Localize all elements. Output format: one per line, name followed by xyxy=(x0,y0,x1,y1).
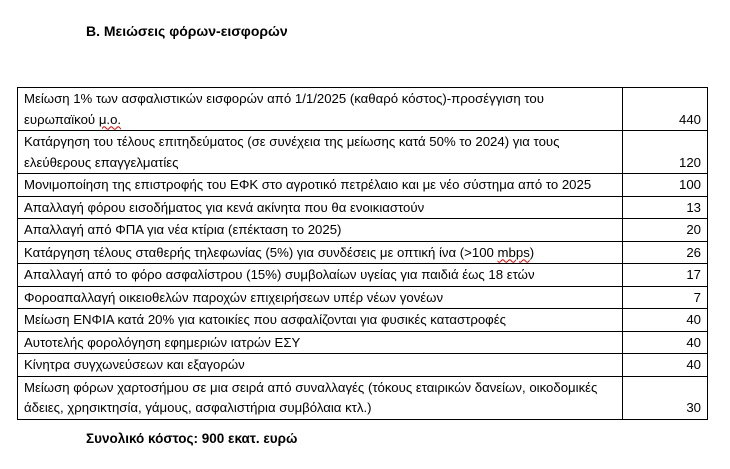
section-heading: Β. Μειώσεις φόρων-εισφορών xyxy=(86,23,288,39)
measure-text-end: ) xyxy=(529,244,535,260)
measure-description xyxy=(18,286,623,309)
measure-cost: 13 xyxy=(623,196,708,219)
measure-description xyxy=(18,174,623,197)
measure-cost: 120 xyxy=(623,131,708,174)
table-row xyxy=(18,309,708,332)
measure-text: Φοροαπαλλαγή οικειοθελών παροχών επιχειρήσεων υπέρ νέων γονέων xyxy=(24,289,444,305)
table-row xyxy=(18,219,708,242)
measure-cost: 40 xyxy=(623,309,708,332)
measure-description xyxy=(18,88,623,131)
measure-description xyxy=(18,331,623,354)
measure-text: Απαλλαγή φόρου εισοδήματος για κενά ακίνητα που θα ενοικιαστούν xyxy=(24,199,425,215)
measure-description xyxy=(18,354,623,377)
measure-description xyxy=(18,309,623,332)
total-cost: Συνολικό κόστος: 900 εκατ. ευρώ xyxy=(86,431,298,446)
spellcheck-flagged-word: μ.ο. xyxy=(98,111,122,127)
measure-cost: 100 xyxy=(623,174,708,197)
table-row xyxy=(18,376,708,419)
measure-cost: 30 xyxy=(623,376,708,419)
table-row xyxy=(18,331,708,354)
measure-text: Απαλλαγή από ΦΠΑ για νέα κτίρια (επέκταση το 2025) xyxy=(24,222,342,237)
measure-text: Μείωση 1% των ασφαλιστικών εισφορών από 1/1/2025 (καθαρό κόστος)-προσέγγιση του ευρωπαϊκού xyxy=(24,91,544,127)
measure-text: Απαλλαγή από το φόρο ασφαλίστρου (15%) συμβολαίων υγείας για παιδιά έως 18 ετών xyxy=(24,267,535,282)
table-row xyxy=(18,264,708,287)
measure-cost: 40 xyxy=(623,331,708,354)
measure-cost: 26 xyxy=(623,241,708,264)
spellcheck-flagged-word: mbps xyxy=(497,244,530,260)
measure-description xyxy=(18,376,623,419)
table-row xyxy=(18,174,708,197)
measure-text: Μείωση ΕΝΦΙΑ κατά 20% για κατοικίες που ασφαλίζονται για φυσικές καταστροφές xyxy=(24,312,506,327)
table-row xyxy=(18,88,708,131)
cost-table xyxy=(17,87,708,420)
table-row xyxy=(18,131,708,174)
table-row xyxy=(18,354,708,377)
table-row xyxy=(18,286,708,309)
measure-description xyxy=(18,241,623,264)
measure-description xyxy=(18,219,623,242)
measure-cost: 17 xyxy=(623,264,708,287)
measure-text: Μείωση φόρων χαρτοσήμου σε μια σειρά από συναλλαγές (τόκους εταιρικών δανείων, οικοδομικές άδειες, χρησικτησία, γάμους, ασφαλιστήρια συμβόλαια κτλ.) xyxy=(24,379,598,415)
measure-text: Κατάργηση του τέλους επιτηδεύματος (σε συνέχεια της μείωσης κατά 50% το 2024) για τους ελεύθερους επαγγελματίες xyxy=(24,134,560,170)
measure-description xyxy=(18,196,623,219)
table-row xyxy=(18,241,708,264)
measure-cost: 440 xyxy=(623,88,708,131)
measure-cost: 20 xyxy=(623,219,708,242)
measure-description xyxy=(18,131,623,174)
measure-text: Αυτοτελής φορολόγηση εφημεριών ιατρών ΕΣΥ xyxy=(24,334,301,350)
table-row xyxy=(18,196,708,219)
measure-cost: 7 xyxy=(623,286,708,309)
measure-text: Κατάργηση τέλους σταθερής τηλεφωνίας (5%) για συνδέσεις με οπτική ίνα (>100 xyxy=(24,244,498,260)
measure-text: Κίνητρα συγχωνεύσεων και εξαγορών xyxy=(24,357,245,372)
measure-description xyxy=(18,264,623,287)
measure-text: Μονιμοποίηση της επιστροφής του ΕΦΚ στο αγροτικό πετρέλαιο και με νέο σύστημα από το 2025 xyxy=(24,177,592,192)
measure-cost: 40 xyxy=(623,354,708,377)
